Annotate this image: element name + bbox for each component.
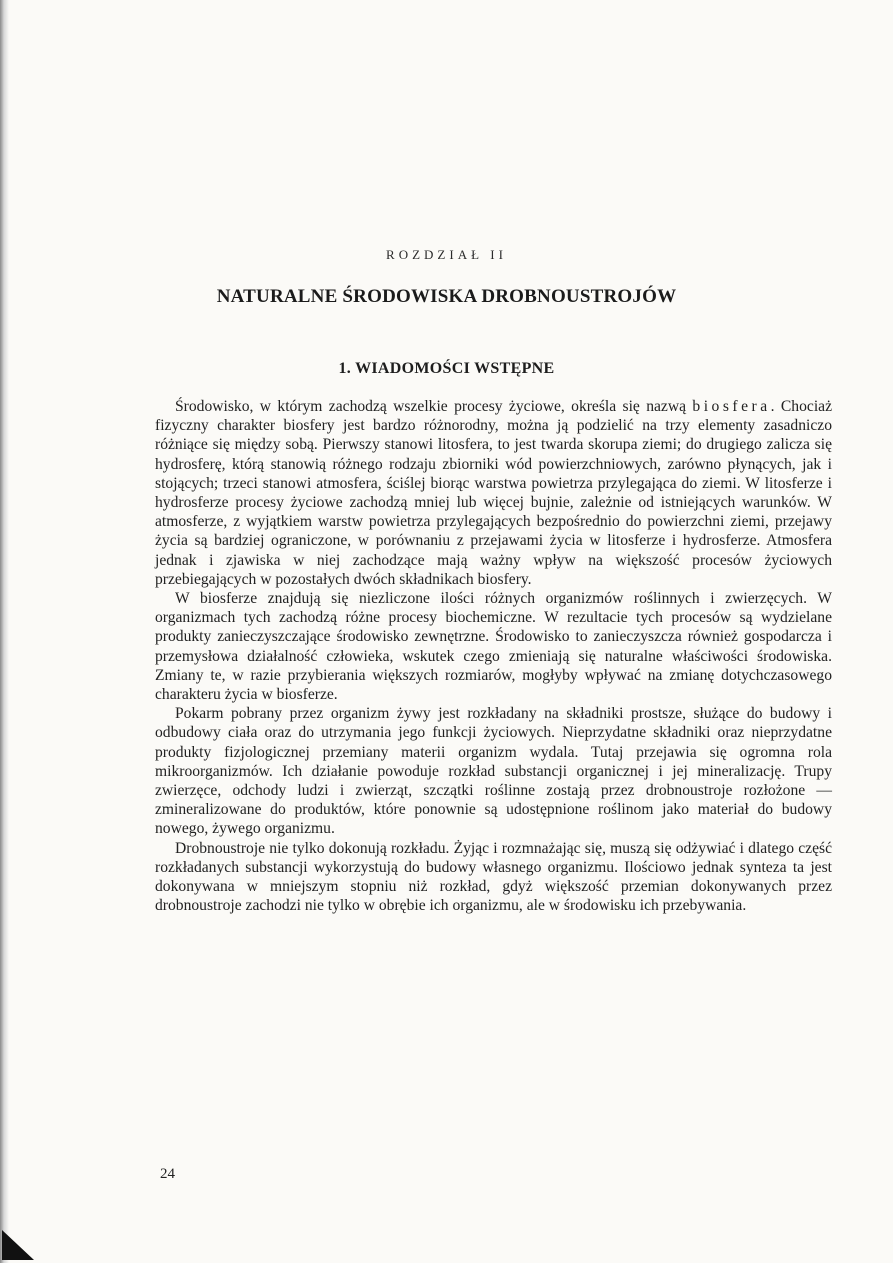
paragraph-text-end: . Chociaż fizyczny charakter biosfery jest bardzo różnorodny, można ją podzielić na trzy elementy zasadniczo różniące się między sobą. Pierwszy stanowi litosfera, to jest twarda skorupa ziemi; do drugiego zalicza się hydrosferę, którą stanowią różnego rodzaju zbiorniki wód powierzchniowych, zarówno płynących, jak i stojących; trzeci stanowi atmosfera, ściślej biorąc warstwa powietrza przylegająca do ziemi. W litosferze i hydrosferze procesy życiowe zachodzą mniej lub więcej bujnie, zależnie od istniejących warunków. W atmosferze, z wyjątkiem warstw powietrza przylegających bezpośrednio do powierzchni ziemi, przejawy życia są bardziej ograniczone, w porównaniu z przejawami życia w litosferze i hydrosferze. Atmosfera jednak i zjawiska w niej zachodzące mają ważny wpływ na większość procesów życiowych przebiegających w pozostałych dwóch składnikach biosfery. (155, 398, 832, 588)
scan-binding-shadow (0, 0, 9, 1263)
body-text (155, 397, 832, 915)
emphasized-term: biosfera (692, 398, 771, 415)
page-number: 24 (160, 1166, 175, 1182)
paragraph-pokarm: Pokarm pobrany przez organizm żywy jest rozkładany na składniki prostsze, służące do budowy i odbudowy ciała oraz do utrzymania jego funkcji życiowych. Nieprzydatne składniki oraz nieprzydatne produkty fizjologicznej przemiany materii organizm wydala. Tutaj przejawia się ogromna rola mikroorganizmów. Ich działanie powoduje rozkład substancji organicznej i jej mineralizację. Trupy zwierzęce, odchody ludzi i zwierząt, szczątki roślinne zostają przez drobnoustroje rozłożone — zmineralizowane do produktów, które ponownie są udostępnione roślinom jako materiał do budowy nowego, żywego organizmu. (155, 705, 832, 838)
paragraph-drobnoustroje: Drobnoustroje nie tylko dokonują rozkładu. Żyjąc i rozmnażając się, muszą się odżywiać i dlatego część rozkładanych substancji wykorzystują do budowy własnego organizmu. Ilościowo jednak synteza ta jest dokonywana w mniejszym stopniu niż rozkład, gdyż większość przemian dokonywanych przez drobnoustroje zachodzi nie tylko w obrębie ich organizmu, ale w środowisku ich przebywania. (155, 839, 832, 915)
corner-arrow-icon (2, 1230, 34, 1260)
chapter-label: ROZDZIAŁ II (386, 247, 507, 262)
paragraph-text-start: Środowisko, w którym zachodzą wszelkie procesy życiowe, określa się nazwą (175, 398, 693, 415)
section-heading: 1. WIADOMOŚCI WSTĘPNE (338, 360, 555, 377)
chapter-title: NATURALNE ŚRODOWISKA DROBNOUSTROJÓW (216, 286, 677, 307)
paragraph-biosfera (155, 397, 832, 589)
paragraph-organizmy: W biosferze znajdują się niezliczone ilości różnych organizmów roślinnych i zwierzęcych. W organizmach tych zachodzą różne procesy biochemiczne. W rezultacie tych procesów są wydzielane produkty zanieczyszczające środowisko zewnętrzne. Środowisko to zanieczyszcza również gospodarcza i przemysłowa działalność człowieka, wskutek czego zmieniają się naturalne właściwości środowiska. Zmiany te, w razie przybierania większych rozmiarów, mogłyby wpływać na zmianę dotychczasowego charakteru życia w biosferze. (155, 590, 832, 704)
